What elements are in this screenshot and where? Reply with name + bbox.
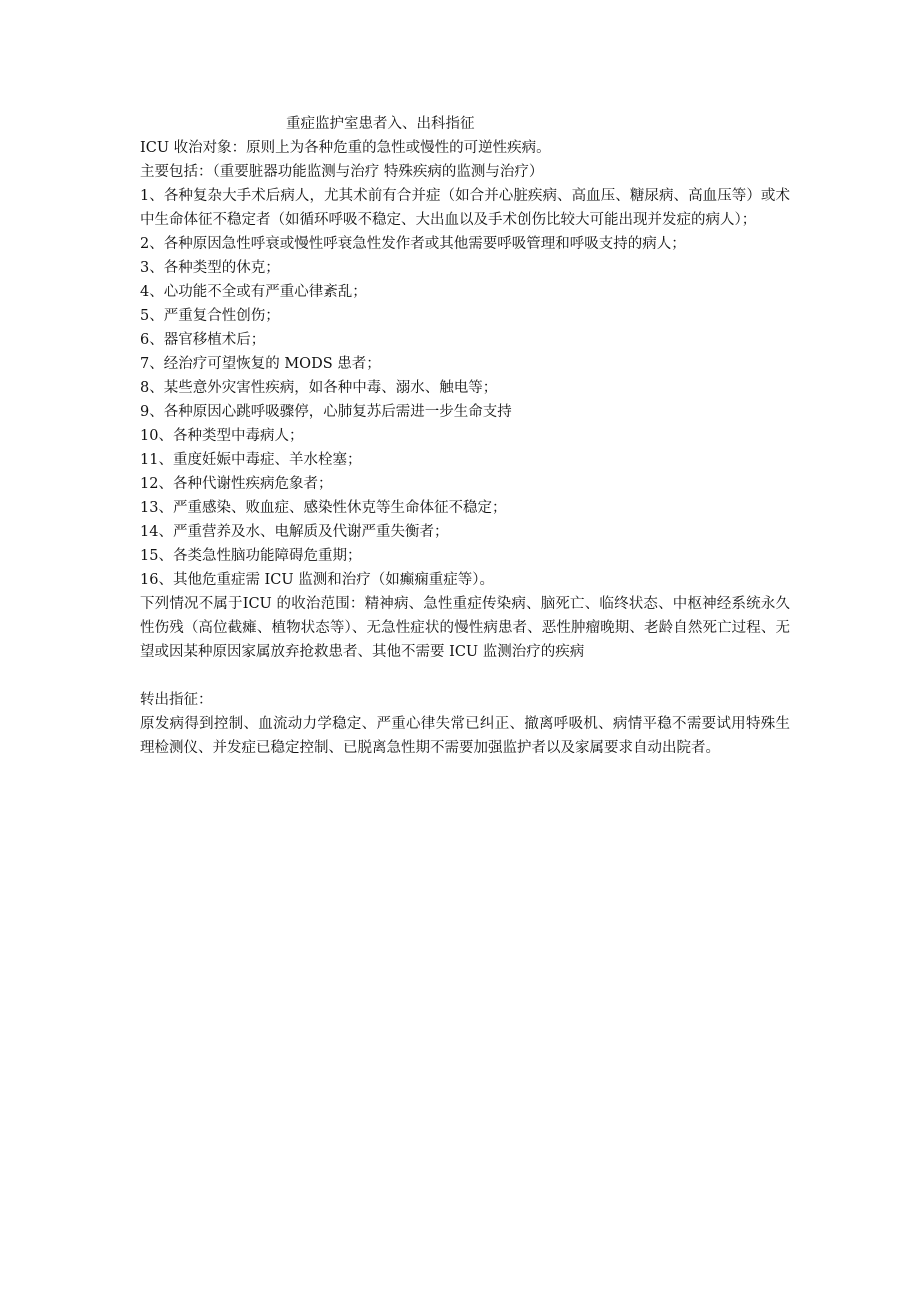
list-item: 7、经治疗可望恢复的 MODS 患者； [140, 356, 381, 372]
list-item: 12、各种代谢性疾病危象者； [140, 476, 333, 492]
blank-line [140, 664, 790, 688]
list-item: 13、严重感染、败血症、感染性休克等生命体征不稳定； [140, 500, 507, 516]
document-title: 重症监护室患者入、出科指征 [286, 116, 475, 132]
list-item: 4、心功能不全或有严重心律紊乱； [140, 284, 367, 300]
list-item: 10、各种类型中毒病人； [140, 428, 304, 444]
list-item: 6、器官移植术后； [140, 332, 266, 348]
list-item: 3、各种类型的休克； [140, 260, 280, 276]
transfer-heading: 转出指征： [140, 692, 213, 708]
main-includes-paragraph: 主要包括：（重要脏器功能监测与治疗 特殊疾病的监测与治疗） [140, 164, 544, 180]
list-item: 11、重度妊娠中毒症、羊水栓塞； [140, 452, 362, 468]
transfer-paragraph: 原发病得到控制、血流动力学稳定、严重心律失常已纠正、撤离呼吸机、病情平稳不需要试用特殊生理检测仪、并发症已稳定控制、已脱离急性期不需要加强监护者以及家属要求自动出院者。 [140, 716, 790, 756]
list-item: 16、其他危重症需 ICU 监测和治疗（如癫痫重症等）。 [140, 572, 494, 588]
list-item: 14、严重营养及水、电解质及代谢严重失衡者； [140, 524, 449, 540]
list-item: 5、严重复合性创伤； [140, 308, 280, 324]
list-item: 15、各类急性脑功能障碍危重期； [140, 548, 362, 564]
list-item: 8、某些意外灾害性疾病，如各种中毒、溺水、触电等； [140, 380, 498, 396]
list-item: 1、各种复杂大手术后病人，尤其术前有合并症（如合并心脏疾病、高血压、糖尿病、高血压等）或术中生命体征不稳定者（如循环呼吸不稳定、大出血以及手术创伤比较大可能出现并发症的病人）； [140, 188, 790, 228]
document-page [140, 112, 790, 760]
intro-paragraph: ICU 收治对象：原则上为各种危重的急性或慢性的可逆性疾病。 [140, 140, 551, 156]
list-item: 2、各种原因急性呼衰或慢性呼衰急性发作者或其他需要呼吸管理和呼吸支持的病人； [140, 236, 686, 252]
exclusion-paragraph: 下列情况不属于ICU 的收治范围：精神病、急性重症传染病、脑死亡、临终状态、中枢神经系统永久性伤残（高位截瘫、植物状态等）、无急性症状的慢性病患者、恶性肿瘤晚期、老龄自然死亡过程、无望或因某种原因家属放弃抢救患者、其他不需要 ICU 监测治疗的疾病 [140, 596, 790, 660]
list-item: 9、各种原因心跳呼吸骤停，心肺复苏后需进一步生命支持 [140, 404, 512, 420]
